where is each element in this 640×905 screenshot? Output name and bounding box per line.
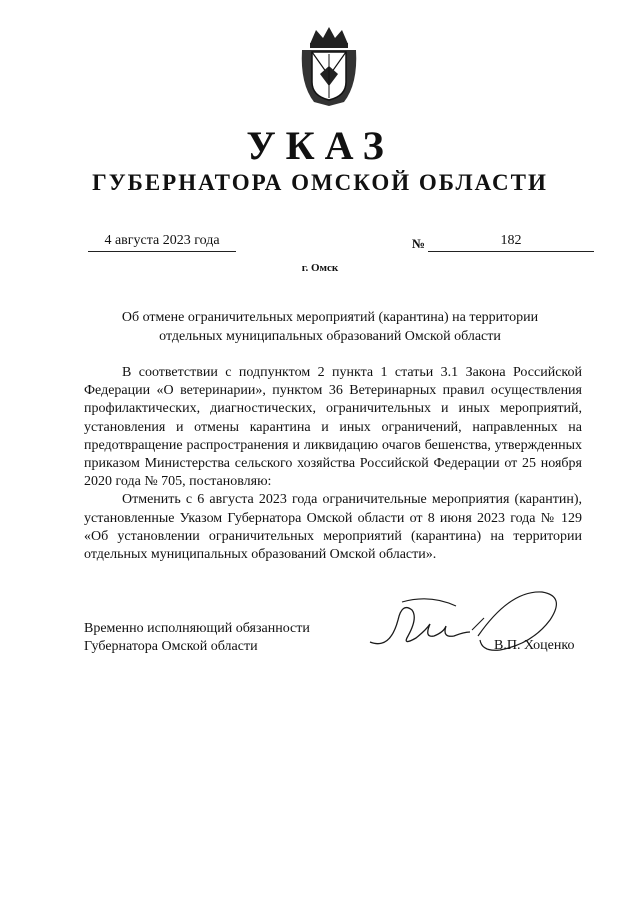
heading-line-1: Об отмене ограничительных мероприятий (карантина) на территории [121, 310, 539, 325]
signatory-name: В.П. Хоценко [494, 638, 575, 653]
heading-line-2: отдельных муниципальных образований Омской области [159, 329, 501, 344]
body-paragraph-1: В соответствии с подпунктом 2 пункта 1 статьи 3.1 Закона Российской Федерации «О ветеринарии», пунктом 36 Ветеринарных правил осуществления профилактических, диагностических, ограничительных и иных мероприятий, установления и отмены карантина и иных ограничений, направленных на предотвращение распространения и ликвидацию очагов бешенства, утвержденных приказом Министерства сельского хозяйства Российской Федерации от 25 ноября 2020 года № 705, постановляю: [84, 365, 582, 490]
city: г. Омск [301, 262, 339, 274]
decree-issuer: ГУБЕРНАТОРА ОМСКОЙ ОБЛАСТИ [92, 170, 548, 195]
number-label: № [412, 236, 426, 251]
decree-heading [100, 308, 560, 346]
position-line-2: Губернатора Омской области [84, 639, 258, 654]
handwritten-signature-icon [360, 580, 570, 670]
decree-date: 4 августа 2023 года [88, 233, 236, 252]
body-paragraph-2: Отменить с 6 августа 2023 года ограничительные мероприятия (карантин), установленные Указом Губернатора Омской области от 8 июня 2023 года № 129 «Об установлении ограничительных мероприятий (карантина) на территории отдельных муниципальных образований Омской области». [84, 492, 582, 563]
signatory-position [84, 620, 310, 656]
decree-body [84, 364, 582, 564]
decree-number: 182 [428, 233, 594, 252]
position-line-1: Временно исполняющий обязанности [84, 621, 310, 636]
decree-title: УКАЗ [246, 123, 394, 168]
coat-of-arms-omsk-icon [296, 24, 362, 108]
